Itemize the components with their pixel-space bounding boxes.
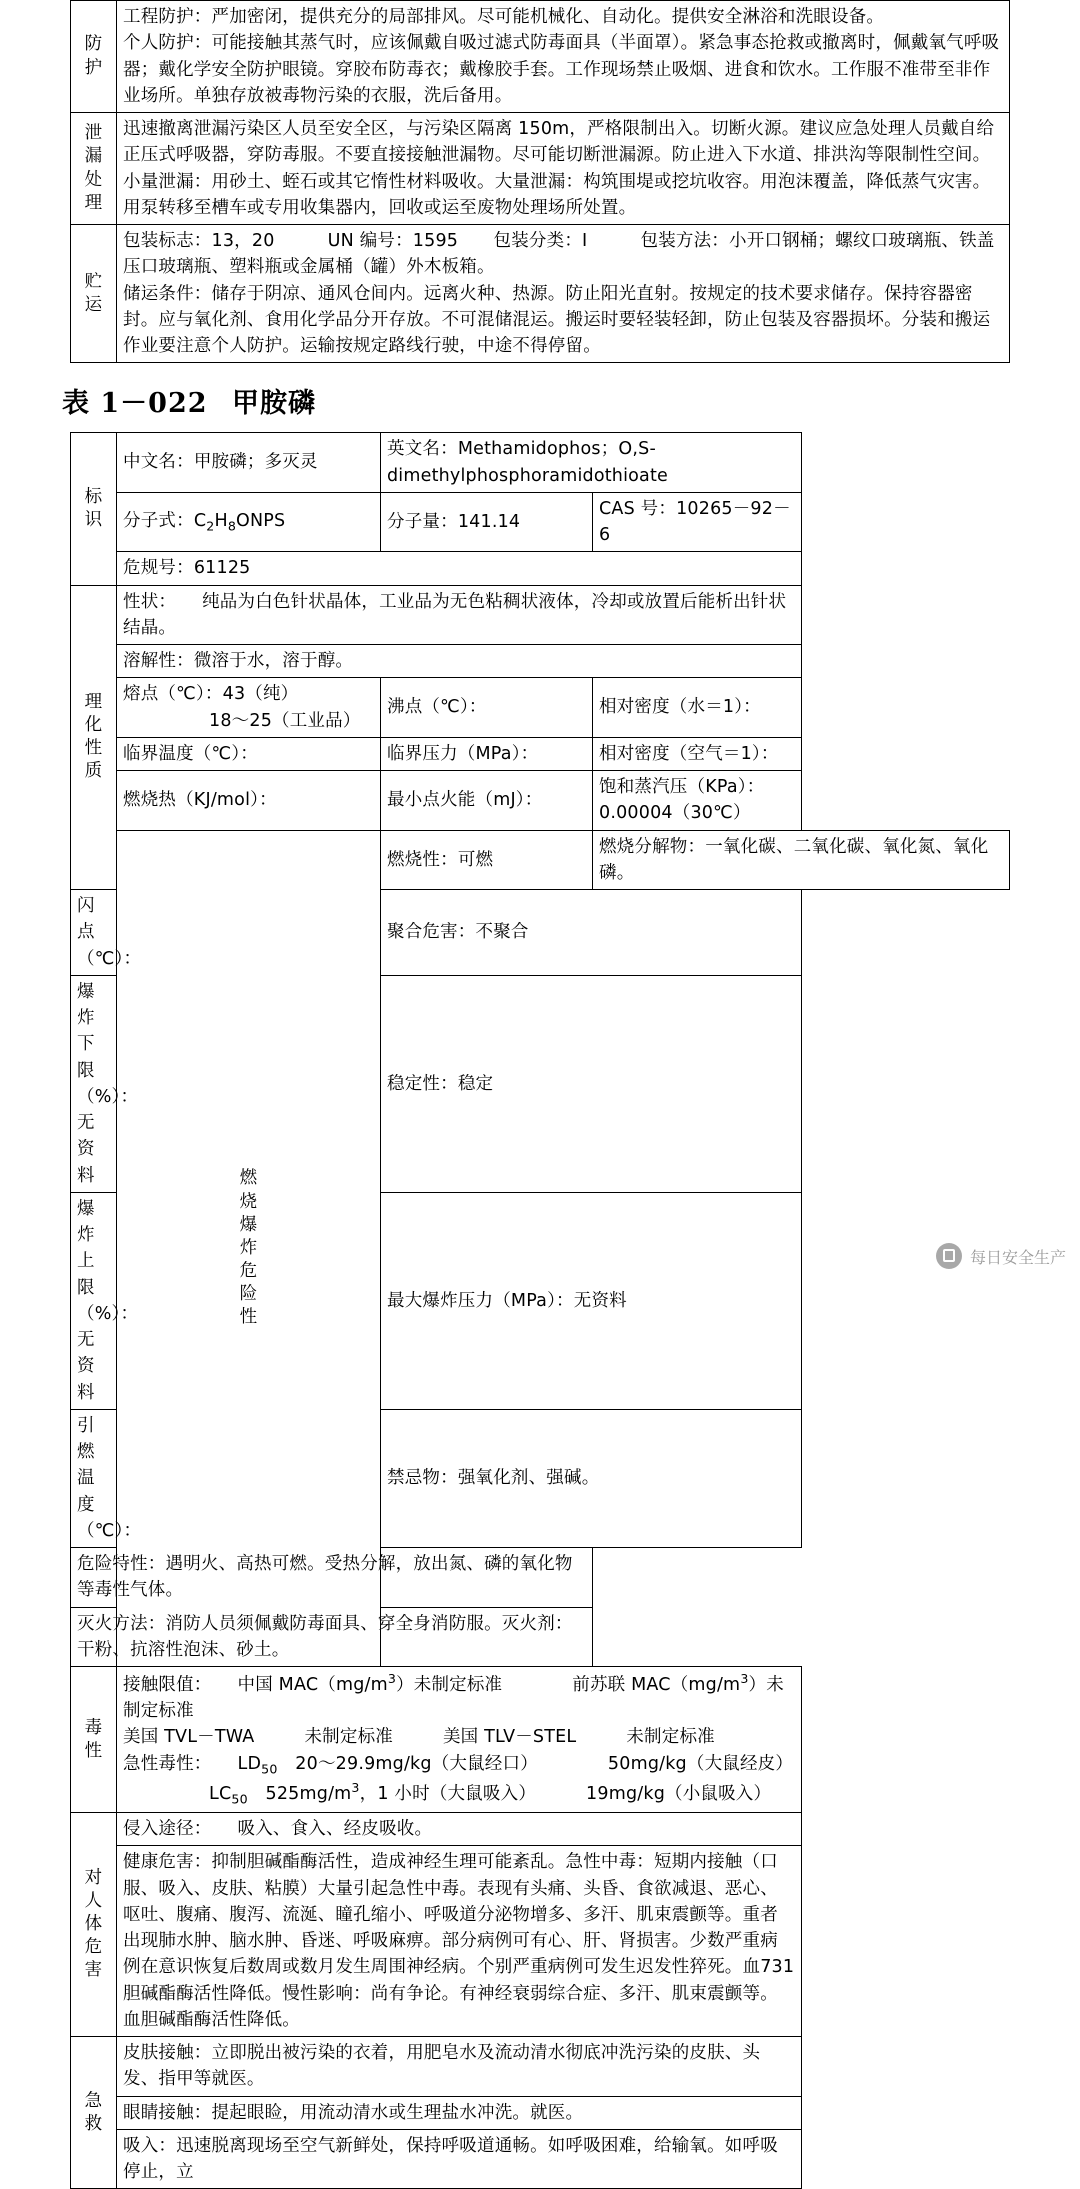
health-hazard-label: 健康危害： [123, 1852, 212, 1873]
critical-temperature-cell [117, 737, 381, 770]
danger-number-label: 危规号： [123, 558, 194, 579]
table-row [71, 492, 1010, 552]
lower-explosion-limit-cell [71, 975, 139, 1192]
row-label-protection: 防护 [71, 1, 117, 113]
melting-point-cell [117, 678, 381, 738]
top-continuation-table [70, 0, 1010, 363]
vapor-pressure-value: 0.00004（30℃） [599, 803, 751, 824]
acute-toxicity-lc50: $LC_{50}$ $525mg/m^3$，1 小时（大鼠吸入） [209, 1779, 537, 1807]
first-aid-inhalation-cell [117, 2129, 802, 2189]
autoignition-temperature-label: 引燃温度（℃）： [77, 1415, 142, 1541]
fire-fighting-value: 消防人员须佩戴防毒面具、穿全身消防服。灭火剂：干粉、抗溶性泡沫、砂土。 [77, 1613, 573, 1660]
max-explosion-pressure-label: 最大爆炸压力（MPa）： [387, 1290, 574, 1311]
exposure-route-value: 吸入、食入、经皮吸收。 [237, 1819, 433, 1840]
table-row [71, 737, 1010, 770]
formula-cell [117, 492, 381, 552]
section-title-name: 甲胺磷 [231, 388, 316, 420]
first-aid-skin-value: 立即脱出被污染的衣着，用肥皂水及流动清水彻底冲洗污染的皮肤、头发、指甲等就医。 [123, 2043, 761, 2090]
acute-toxicity-lc50-mouse: 19mg/kg（小鼠吸入） [586, 1783, 772, 1804]
table-row [71, 113, 1010, 225]
melting-point-value: 43（纯） [222, 684, 299, 705]
substance-datasheet-table [70, 432, 1010, 2189]
table-row [71, 678, 1010, 738]
acute-toxicity-ld50-dermal: 50mg/kg（大鼠经皮） [607, 1753, 794, 1774]
fire-fighting-label: 灭火方法： [77, 1613, 166, 1634]
table-row [71, 645, 1010, 678]
boiling-point-cell [381, 678, 593, 738]
polymerization-hazard-value: 不聚合 [475, 922, 529, 943]
row-content-leak-handling [117, 113, 1010, 225]
relative-density-air-cell [593, 737, 802, 770]
health-hazard-cell [117, 1846, 802, 2037]
exposure-limit-china: 中国 $MAC(mg/m^3)$未制定标准 [237, 1671, 503, 1695]
en-name-cell [381, 433, 802, 493]
storage-conditions-text: 储运条件：储存于阴凉、通风仓间内。远离火种、热源。防止阳光直射。按规定的技术要求储存。保持容器密封。应与氧化剂、食用化学品分开存放。不可混储混运。搬运时要轻装轻卸，防止包装及容器损坏。分装和搬运作业要注意个人防护。运输按规定路线行驶，中途不得停留。 [123, 283, 991, 356]
upper-explosion-limit-cell [71, 1192, 139, 1409]
first-aid-skin-label: 皮肤接触： [123, 2043, 212, 2064]
table-row [71, 433, 1010, 493]
exposure-limit-label: 接触限值： [123, 1674, 212, 1695]
exposure-route-cell [117, 1813, 802, 1846]
max-explosion-pressure-value: 无资料 [573, 1290, 627, 1311]
table-row [71, 1607, 1010, 1667]
toxicity-content-cell [117, 1667, 802, 1813]
exposure-route-label: 侵入途径： [123, 1819, 212, 1840]
acute-toxicity-ld50: $LD_{50}$ 20～29.9mg/kg（大鼠经口） [237, 1753, 538, 1777]
appearance-value: 纯品为白色针状晶体，工业品为无色粘稠状液体，冷却或放置后能析出针状结晶。 [123, 591, 787, 638]
appearance-label: 性状： [123, 591, 177, 612]
row-label-leak-handling: 泄漏处理 [71, 113, 117, 225]
packaging-text: 包装标志：13，20 UN 编号：1595 包装分类：Ⅰ 包装方法：小开口钢桶；螺纹口玻璃瓶、铁盖压口玻璃瓶、塑料瓶或金属桶（罐）外木板箱。 [123, 231, 995, 278]
lower-explosion-limit-value: 无资料 [77, 1113, 95, 1186]
row-label-physchem: 理化性质 [71, 585, 117, 890]
relative-density-water-cell [593, 678, 802, 738]
leak-handling-text: 迅速撤离泄漏污染区人员至安全区，与污染区隔离 150m，严格限制出入。切断火源。建议应急处理人员戴自给正压式呼吸器，穿防毒服。不要直接接触泄漏物。尽可能切断泄漏源。防止进入下水道、排洪沟等限制性空间。小量泄漏：用砂土、蛭石或其它惰性材料吸收。大量泄漏：构筑围堤或挖坑收容。用泡沫覆盖，降低蒸气灾害。用泵转移至槽车或专用收集器内，回收或运至废物处理场所处置。 [123, 119, 995, 218]
vapor-pressure-cell [593, 771, 802, 831]
combustibility-cell [381, 830, 593, 890]
table-row [71, 2037, 1010, 2097]
appearance-cell [117, 585, 802, 645]
incompatible-materials-value: 强氧化剂、强碱。 [457, 1468, 600, 1489]
hazard-characteristics-cell [71, 1548, 593, 1608]
table-row [71, 830, 1010, 890]
min-ignition-energy-cell [381, 771, 593, 831]
engineering-protection-text: 工程防护：严加密闭，提供充分的局部排风。尽可能机械化、自动化。提供安全淋浴和洗眼设备。 [123, 7, 885, 27]
polymerization-hazard-label: 聚合危害： [387, 922, 476, 943]
row-content-protection [117, 1, 1010, 113]
acute-toxicity-label: 急性毒性： [123, 1753, 212, 1774]
section-title-number: 表 1－022 [62, 388, 208, 420]
combustibility-label: 燃烧性： [387, 849, 458, 870]
exposure-limit-us-stel-value: 未制定标准 [626, 1727, 715, 1748]
solubility-value: 微溶于水，溶于醇。 [193, 651, 354, 671]
row-label-storage-transport: 贮运 [71, 225, 117, 363]
table-row [71, 2129, 1010, 2189]
molecular-weight-value: 141.14 [457, 511, 521, 532]
table-row [71, 1, 1010, 113]
table-row [71, 1813, 1010, 1846]
watermark [936, 1243, 1066, 1269]
exposure-limit-ussr: 前苏联 $MAC(mg/m^3)$未制定标准 [123, 1671, 784, 1722]
row-content-storage-transport [117, 225, 1010, 363]
stability-value: 稳定 [457, 1073, 494, 1094]
row-label-identity: 标识 [71, 433, 117, 585]
cn-name-value: 甲胺磷；多灭灵 [193, 452, 318, 473]
row-label-toxicity: 毒性 [71, 1667, 117, 1813]
critical-pressure-label: 临界压力（MPa）： [387, 743, 539, 764]
cas-value: 10265－92－6 [599, 498, 791, 545]
critical-temperature-label: 临界温度（℃）： [123, 743, 259, 764]
stability-label: 稳定性： [387, 1073, 458, 1094]
combustibility-value: 可燃 [457, 849, 494, 870]
first-aid-eye-value: 提起眼睑，用流动清水或生理盐水冲洗。就医。 [211, 2102, 584, 2123]
first-aid-eye-cell [117, 2096, 802, 2129]
decomposition-products-label: 燃烧分解物： [599, 836, 706, 857]
first-aid-eye-label: 眼睛接触： [123, 2102, 212, 2123]
heat-of-combustion-cell [117, 771, 381, 831]
en-name-label: 英文名： [387, 439, 458, 460]
exposure-limit-us-stel-label: 美国 TLV－STEL [442, 1727, 577, 1748]
row-label-fire-explosion: 燃烧爆炸危险性 [117, 830, 381, 1667]
danger-number-value: 61125 [193, 558, 251, 579]
cn-name-cell [117, 433, 381, 493]
cn-name-label: 中文名： [123, 452, 194, 473]
solubility-cell [117, 645, 802, 678]
section-title [62, 381, 1080, 420]
first-aid-inhalation-label: 吸入： [123, 2135, 177, 2156]
lower-explosion-limit-label: 爆炸下限（%）： [77, 981, 139, 1107]
decomposition-products-cell [593, 830, 1010, 890]
boiling-point-label: 沸点（℃）： [387, 697, 487, 718]
fire-fighting-cell [71, 1607, 593, 1667]
cas-cell [593, 492, 802, 552]
danger-number-cell [117, 552, 802, 585]
cas-label: CAS 号： [599, 498, 677, 519]
upper-explosion-limit-value: 无资料 [77, 1330, 95, 1403]
en-name-value: Methamidophos；O,S-dimethylphosphoramidothioate [387, 439, 669, 486]
polymerization-hazard-cell [381, 890, 802, 976]
watermark-text: 每日安全生产 [969, 1247, 1066, 1267]
formula-value: $C_2H_8ONPS$ [193, 510, 286, 534]
table-row [71, 1667, 1010, 1813]
hazard-characteristics-value: 遇明火、高热可燃。受热分解，放出氮、磷的氧化物等毒性气体。 [77, 1554, 573, 1601]
table-row [71, 2096, 1010, 2129]
upper-explosion-limit-label: 爆炸上限（%）： [77, 1198, 139, 1324]
incompatible-materials-label: 禁忌物： [387, 1468, 458, 1489]
relative-density-air-label: 相对密度（空气＝1）： [599, 743, 779, 764]
personal-protection-text: 个人防护：可能接触其蒸气时，应该佩戴自吸过滤式防毒面具（半面罩）。紧急事态抢救或撤离时，佩戴氧气呼吸器；戴化学安全防护眼镜。穿胶布防毒衣；戴橡胶手套。工作现场禁止吸烟、进食和饮水。工作服不准带至非作业场所。单独存放被毒物污染的衣服，洗后备用。 [123, 33, 1000, 106]
critical-pressure-cell [381, 737, 593, 770]
vapor-pressure-label: 饱和蒸汽压（KPa）： [599, 777, 765, 797]
min-ignition-energy-label: 最小点火能（mJ）： [387, 790, 543, 811]
hazard-characteristics-label: 危险特性： [77, 1554, 166, 1574]
autoignition-temperature-cell [71, 1409, 142, 1547]
max-explosion-pressure-cell [381, 1192, 802, 1409]
flash-point-label: 闪点（℃）： [77, 896, 142, 969]
row-label-first-aid: 急救 [71, 2037, 117, 2189]
table-row [71, 225, 1010, 363]
table-row [71, 552, 1010, 585]
health-hazard-value: 抑制胆碱酯酶活性，造成神经生理可能紊乱。急性中毒：短期内接触（口服、吸入、皮肤、粘膜）大量引起急性中毒。表现有头痛、头昏、食欲减退、恶心、呕吐、腹痛、腹泻、流涎、瞳孔缩小、呼吸道分泌物增多、多汗、肌束震颤等。重者出现肺水肿、脑水肿、昏迷、呼吸麻痹。部分病例可有心、肝、肾损害。少数严重病例在意识恢复后数周或数月发生周围神经病。个别严重病例可发生迟发性猝死。血731胆碱酯酶活性降低。慢性影响：尚有争论。有神经衰弱综合症、多汗、肌束震颤等。血胆碱酯酶活性降低。 [123, 1852, 795, 2030]
row-label-health-hazard: 对人体危害 [71, 1813, 117, 2037]
table-row [71, 1548, 1010, 1608]
solubility-label: 溶解性： [123, 651, 194, 671]
molecular-weight-label: 分子量： [387, 511, 458, 532]
formula-label: 分子式： [123, 510, 194, 531]
incompatible-materials-cell [381, 1409, 802, 1547]
heat-of-combustion-label: 燃烧热（KJ/mol）： [123, 790, 277, 811]
first-aid-inhalation-value: 迅速脱离现场至空气新鲜处，保持呼吸道通畅。如呼吸困难，给输氧。如呼吸停止，立 [123, 2135, 778, 2183]
melting-point-label: 熔点（℃）： [123, 684, 223, 705]
flash-point-cell [71, 890, 142, 976]
watermark-logo-icon [936, 1243, 962, 1269]
table-row [71, 1846, 1010, 2037]
first-aid-skin-cell [117, 2037, 802, 2097]
stability-cell [381, 975, 802, 1192]
exposure-limit-us-twa-value: 未制定标准 [304, 1727, 393, 1748]
table-row [71, 771, 1010, 831]
table-row [71, 585, 1010, 645]
melting-point-value-industrial: 18～25（工业品） [209, 710, 361, 731]
molecular-weight-cell [381, 492, 593, 552]
decomposition-products-value: 一氧化碳、二氧化碳、氧化氮、氧化磷。 [599, 836, 989, 883]
exposure-limit-us-twa-label: 美国 TVL－TWA [123, 1727, 255, 1748]
relative-density-water-label: 相对密度（水＝1）： [599, 697, 761, 718]
